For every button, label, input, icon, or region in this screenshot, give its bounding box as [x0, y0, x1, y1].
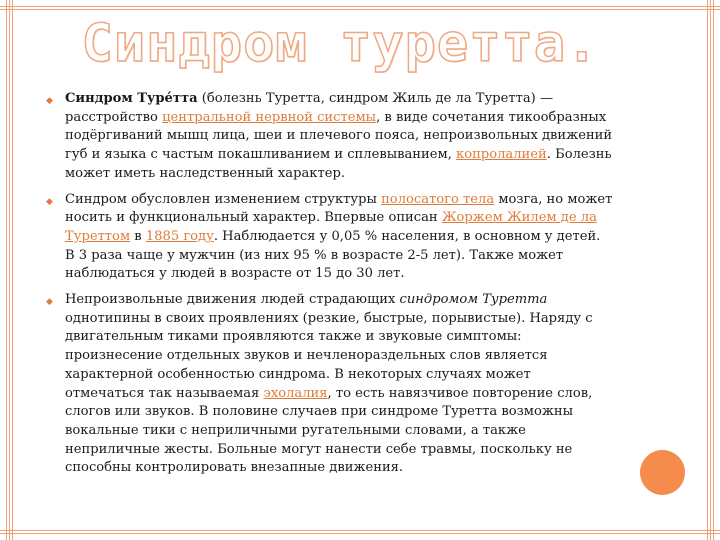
top-border-line: [0, 6, 720, 7]
link-tourette[interactable]: Жоржем Жилем де ла Туреттом: [65, 210, 597, 244]
bullet-item-2: ◆ Синдром обусловлен изменением структуры полосатого тела мозга, но может носить и функциональный характер. Впервые описан Жоржем Жилем де ла Туреттом в 1885 году. Наблюдается у 0,05 % населения, в основном у детей. В 3 раза чаще у мужчин (из них 95 % в возрасте 2-5 лет). Также может наблюдаться у людей в возрасте от 15 до 30 лет.: [46, 191, 613, 282]
right-border-line: [710, 0, 711, 540]
link-striatum[interactable]: полосатого тела: [381, 191, 495, 207]
link-coprolalia[interactable]: копролалией: [456, 147, 547, 163]
right-border-line: [713, 0, 714, 540]
left-border-line: [9, 0, 10, 540]
bottom-border-line: [0, 530, 720, 531]
term-bold: Синдром Туре́тта: [65, 91, 198, 106]
left-border-line: [12, 0, 13, 540]
diamond-bullet-icon: ◆: [46, 196, 53, 207]
link-1885[interactable]: 1885 году: [145, 228, 214, 244]
left-border-line: [6, 0, 7, 540]
slide-title: Синдром туретта.: [81, 14, 599, 74]
top-border-line: [0, 9, 720, 10]
diamond-bullet-icon: ◆: [46, 96, 53, 106]
bullet-item-3: ◆ Непроизвольные движения людей страдающих синдромом Туретта однотипины в своих проявлениях (резкие, быстрые, порывистые). Наряду с двигательным тиками проявляются также и звуковые симптомы: произнесение отдельных звуков и нечленораздельных слов является характерной особенностью синдрома. В некоторых случаях может отмечаться так называемая эхолалия, то есть навязчивое повторение слов, слогов или звуков. В половине случаев при синдроме Туретта возможны вокальные тики с неприличными ругательными словами, а также неприличные жесты. Больные могут нанести себе травмы, поскольку не способны контролировать внезапные движения.: [46, 292, 593, 476]
link-echolalia[interactable]: эхолалия: [263, 385, 328, 401]
link-cns[interactable]: центральной нервной системы: [162, 109, 377, 125]
diamond-bullet-icon: ◆: [46, 297, 53, 308]
slide-body: [44, 90, 614, 485]
decorative-circle: [640, 450, 685, 495]
bottom-border-line: [0, 533, 720, 534]
bullet-item-1: ◆ Синдром Туре́тта (болезнь Туретта, синдром Жиль де ла Туретта) — расстройство центральной нервной системы, в виде сочетания тикообразных подёргиваний мышц лица, шеи и плечевого пояса, непроизвольных движений губ и языка с частым покашливанием и сплевыванием, копролалией. Болезнь может иметь наследственный характер.: [46, 91, 613, 181]
right-border-line: [707, 0, 708, 540]
